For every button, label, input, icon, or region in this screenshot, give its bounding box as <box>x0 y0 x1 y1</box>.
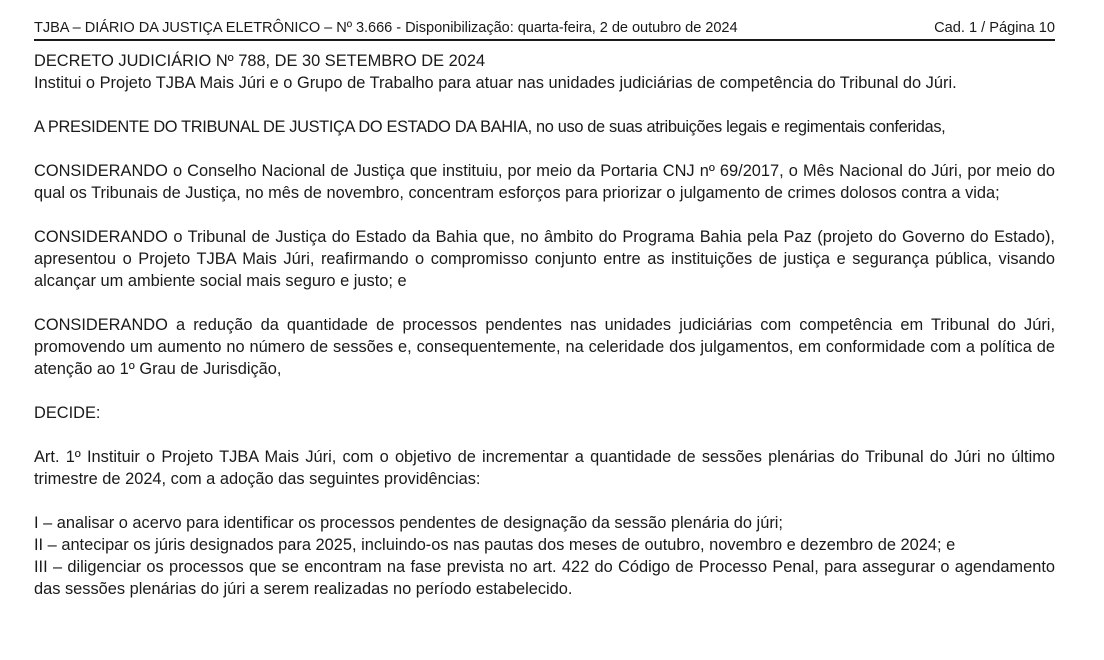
decree-title: DECRETO JUDICIÁRIO Nº 788, DE 30 SETEMBRO DE 2024 <box>34 52 486 70</box>
article-1: Art. 1º Instituir o Projeto TJBA Mais Júri, com o objetivo de incrementar a quantidade de sessões plenárias do Tribunal do Júri no último trimestre de 2024, com a adoção das seguintes providências: <box>34 448 1055 488</box>
page-header <box>34 17 1055 41</box>
article-1-item-iii: III – diligenciar os processos que se encontram na fase prevista no art. 422 do Código de Processo Penal, para assegurar o agendamento das sessões plenárias do júri a serem realizadas no período estabelecido. <box>34 558 1055 598</box>
page-number: Cad. 1 / Página 10 <box>934 20 1055 36</box>
decree-summary: Institui o Projeto TJBA Mais Júri e o Grupo de Trabalho para atuar nas unidades judiciárias de competência do Tribunal do Júri. <box>34 74 957 92</box>
considerando-1: CONSIDERANDO o Conselho Nacional de Justiça que instituiu, por meio da Portaria CNJ nº 69/2017, o Mês Nacional do Júri, por meio do qual os Tribunais de Justiça, no mês de novembro, concentram esforços para priorizar o julgamento de crimes dolosos contra a vida; <box>34 162 1055 202</box>
journal-info: TJBA – DIÁRIO DA JUSTIÇA ELETRÔNICO – Nº 3.666 - Disponibilização: quarta-feira, 2 de outubro de 2024 <box>34 20 738 36</box>
considerando-3: CONSIDERANDO a redução da quantidade de processos pendentes nas unidades judiciárias com competência em Tribunal do Júri, promovendo um aumento no número de sessões e, consequentemente, na celeridade dos julgamentos, em conformidade com a política de atenção ao 1º Grau de Jurisdição, <box>34 316 1055 378</box>
article-1-item-ii: II – antecipar os júris designados para 2025, incluindo-os nas pautas dos meses de outubro, novembro e dezembro de 2024; e <box>34 536 956 554</box>
decide-heading: DECIDE: <box>34 404 101 422</box>
considerando-2: CONSIDERANDO o Tribunal de Justiça do Estado da Bahia que, no âmbito do Programa Bahia pela Paz (projeto do Governo do Estado), apresentou o Projeto TJBA Mais Júri, reafirmando o compromisso conjunto entre as instituições de justiça e segurança pública, visando alcançar um ambiente social mais seguro e justo; e <box>34 228 1055 290</box>
article-1-item-i: I – analisar o acervo para identificar os processos pendentes de designação da sessão plenária do júri; <box>34 514 783 532</box>
decree-preamble: A PRESIDENTE DO TRIBUNAL DE JUSTIÇA DO ESTADO DA BAHIA, no uso de suas atribuições legais e regimentais conferidas, <box>34 118 946 136</box>
decree-body <box>34 50 1055 600</box>
